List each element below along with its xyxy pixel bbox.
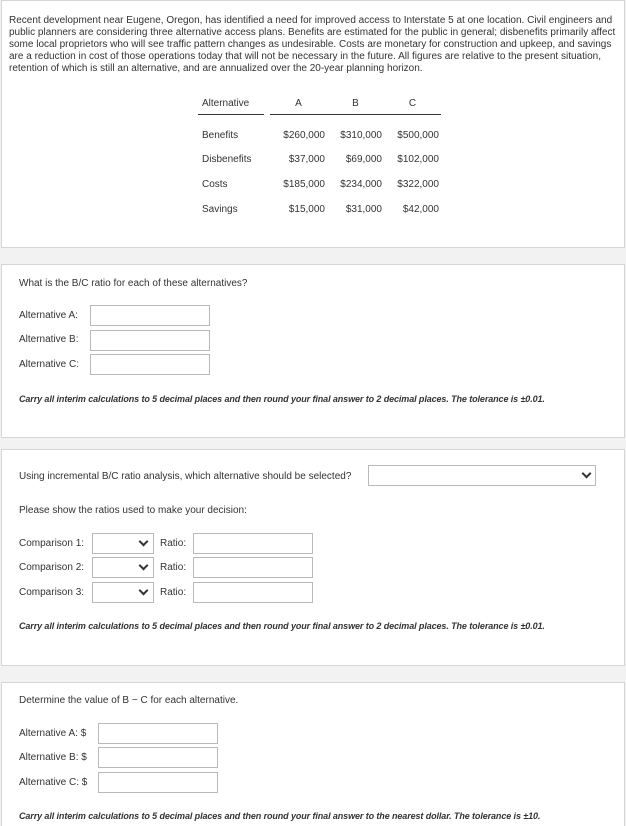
table-header-row (198, 98, 441, 114)
bc-ratio-b-input[interactable] (90, 330, 210, 351)
ratio-3-input[interactable] (193, 582, 313, 603)
cell-b: $234,000 (340, 179, 382, 190)
alt-a-dollar-label: Alternative A: $ (19, 728, 87, 739)
table-header-c: C (384, 98, 441, 114)
cell-b: $69,000 (345, 154, 382, 165)
ratios-instruction: Please show the ratios used to make your decision: (19, 505, 247, 516)
cell-a: $15,000 (288, 204, 325, 215)
cell-a: $185,000 (283, 179, 325, 190)
comparison-1-select[interactable] (92, 533, 154, 554)
ratio-1-input[interactable] (193, 533, 313, 554)
bc-ratio-card (1, 264, 625, 438)
b-minus-c-question: Determine the value of B − C for each alternative. (19, 695, 239, 706)
incremental-card (1, 449, 625, 666)
alternative-select[interactable] (368, 465, 596, 486)
cell-c: $322,000 (397, 179, 439, 190)
ratio-2-input[interactable] (193, 557, 313, 578)
problem-text: Recent development near Eugene, Oregon, has identified a need for improved access to Interstate 5 at one location. Civil engineers and public planners are considering three alternative access plans. Benefits are estimated for the public in general; disbenefits primarily affect some local proprietors who will see traffic pattern changes as undesirable. Costs are monetary for construction and upkeep, and savings are a reduction in cost of those operations today that will not be necessary in the future. All figures are relative to the present situation, retention of which is still an alternative, and are annualized over the 20-year planning horizon. (9, 15, 616, 74)
ratio-2-label: Ratio: (160, 562, 187, 573)
comparison-3-label: Comparison 3: (19, 587, 85, 598)
cell-b: $310,000 (340, 130, 382, 142)
ratio-1-label: Ratio: (160, 538, 187, 549)
alt-c-dollar-label: Alternative C: $ (19, 777, 88, 788)
comparison-3-select[interactable] (92, 582, 154, 603)
table-row (198, 147, 441, 172)
rounding-note: Carry all interim calculations to 5 decimal places and then round your final answer to 2 decimal places. The tolerance is ±0.01. (19, 394, 545, 404)
alt-c-label: Alternative C: (19, 359, 80, 370)
rounding-note: Carry all interim calculations to 5 decimal places and then round your final answer to 2 decimal places. The tolerance is ±0.01. (19, 621, 545, 631)
comparison-2-select[interactable] (92, 557, 154, 578)
comparison-1-label: Comparison 1: (19, 538, 85, 549)
row-label: Disbenefits (202, 154, 252, 165)
cell-a: $260,000 (283, 130, 325, 142)
cell-c: $42,000 (402, 204, 439, 215)
table-header-label: Alternative (198, 98, 264, 114)
b-minus-c-b-input[interactable] (98, 747, 218, 768)
chevron-down-icon (139, 537, 149, 547)
incremental-question: Using incremental B/C ratio analysis, which alternative should be selected? (19, 471, 352, 482)
ratio-3-label: Ratio: (160, 587, 187, 598)
table-header-a: A (270, 98, 327, 114)
alt-b-dollar-label: Alternative B: $ (19, 752, 87, 763)
row-label: Benefits (202, 130, 239, 142)
rounding-note: Carry all interim calculations to 5 decimal places and then round your final answer to the nearest dollar. The tolerance is ±10. (19, 811, 541, 821)
table-row (198, 114, 441, 147)
alt-b-label: Alternative B: (19, 334, 79, 345)
bc-ratio-a-input[interactable] (90, 305, 210, 326)
chevron-down-icon (582, 469, 592, 479)
cell-c: $102,000 (397, 154, 439, 165)
bc-ratio-question: What is the B/C ratio for each of these alternatives? (19, 278, 248, 289)
b-minus-c-a-input[interactable] (98, 723, 218, 744)
table-row (198, 197, 441, 222)
table-row (198, 172, 441, 197)
alternatives-table (198, 98, 441, 222)
row-label: Savings (202, 204, 238, 215)
cell-a: $37,000 (288, 154, 325, 165)
chevron-down-icon (139, 561, 149, 571)
b-minus-c-c-input[interactable] (98, 772, 218, 793)
cell-b: $31,000 (345, 204, 382, 215)
row-label: Costs (202, 179, 228, 190)
b-minus-c-card (1, 682, 625, 826)
chevron-down-icon (139, 586, 149, 596)
comparison-2-label: Comparison 2: (19, 562, 85, 573)
alt-a-label: Alternative A: (19, 310, 78, 321)
cell-c: $500,000 (397, 130, 439, 142)
bc-ratio-c-input[interactable] (90, 354, 210, 375)
problem-card (1, 0, 625, 248)
table-header-b: B (327, 98, 384, 114)
